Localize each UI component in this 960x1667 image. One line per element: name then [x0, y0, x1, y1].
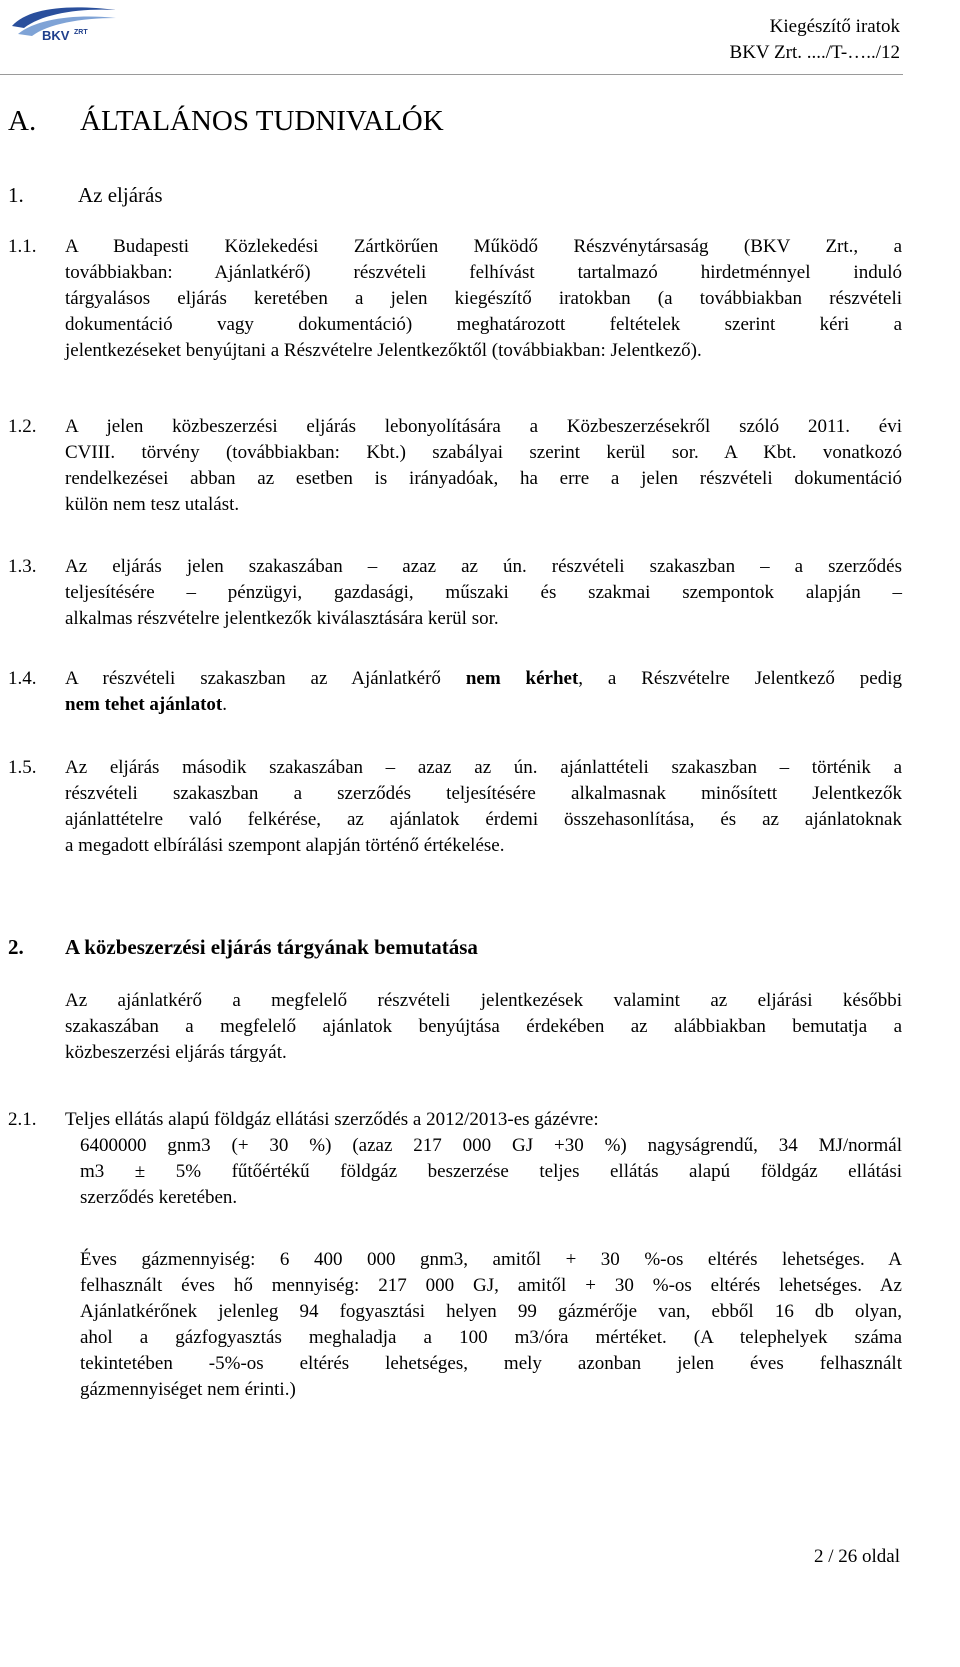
svg-text:ZRT: ZRT — [74, 29, 88, 36]
section-1-number: 1. — [8, 183, 24, 207]
section-1-heading — [8, 182, 163, 208]
text-line — [65, 692, 902, 718]
text-line: ajánlattételre való felkérése, az ajánlatok érdemi összehasonlítása, és az ajánlatoknak — [65, 809, 902, 830]
section-2-number: 2. — [8, 935, 24, 959]
doc-type: Kiegészítő iratok — [769, 16, 900, 37]
paragraph-1-4 — [8, 666, 902, 718]
text-line: szerződés keretében. — [80, 1187, 238, 1208]
paragraph-1-1 — [8, 234, 902, 364]
bkv-logo-icon — [8, 4, 120, 46]
text-line: részvételi szakaszban a szerződés teljesítésére alkalmasnak minősített Jelentkezők — [65, 783, 902, 804]
paragraph-number: 1.3. — [8, 556, 37, 577]
section-1-title: Az eljárás — [78, 183, 163, 207]
text-line: m3 ± 5% fűtőértékű földgáz beszerzése teljes ellátás alapú földgáz ellátási — [80, 1161, 902, 1182]
text-line: A Budapesti Közlekedési Zártkörűen Működő Részvénytársaság (BKV Zrt., a — [65, 236, 902, 257]
paragraph-1-2 — [8, 414, 902, 518]
text-line: felhasznált éves hő mennyiség: 217 000 GJ, amitől + 30 %-os eltérés lehetséges. Az — [80, 1275, 902, 1296]
page-number: 2 / 26 oldal — [813, 1546, 900, 1567]
text-run: A részvételi szakaszban az Ajánlatkérő — [65, 668, 466, 689]
text-line: továbbiakban: Ajánlatkérő) részvételi felhívást tartalmazó hirdetménnyel induló — [65, 262, 902, 283]
section-2-intro — [8, 988, 902, 1066]
doc-reference: BKV Zrt. ..../T-…../12 — [729, 42, 900, 63]
text-line: 6400000 gnm3 (+ 30 %) (azaz 217 000 GJ +30 %) nagyságrendű, 34 MJ/normál — [80, 1135, 902, 1156]
section-a-title: ÁLTALÁNOS TUDNIVALÓK — [80, 105, 444, 137]
paragraph-1-3 — [8, 554, 902, 632]
paragraph-2-1-details — [80, 1133, 902, 1211]
text-line: Az eljárás második szakaszában – azaz az ún. ajánlattételi szakaszban – történik a — [65, 757, 902, 778]
text-line: A jelen közbeszerzési eljárás lebonyolítására a Közbeszerzésekről szóló 2011. évi — [65, 416, 902, 437]
text-line: külön nem tesz utalást. — [65, 494, 240, 515]
paragraph-number: 1.5. — [8, 757, 37, 778]
text-line: közbeszerzési eljárás tárgyát. — [65, 1042, 287, 1063]
text-line: gázmennyiséget nem érinti.) — [80, 1379, 296, 1400]
text-run: , a Részvételre Jelentkező pedig — [578, 668, 902, 689]
section-2-heading — [8, 934, 478, 960]
bold-text: nem kérhet — [465, 668, 579, 689]
text-run: . — [222, 694, 227, 715]
text-line: CVIII. törvény (továbbiakban: Kbt.) szabályai szerint kerül sor. A Kbt. vonatkozó — [65, 442, 902, 463]
section-2-title: A közbeszerzési eljárás tárgyának bemutatása — [65, 935, 478, 959]
header-divider — [0, 74, 903, 75]
section-a-heading — [8, 104, 444, 138]
paragraph-2-1 — [8, 1107, 902, 1133]
text-line: Az eljárás jelen szakaszában – azaz az ún. részvételi szakaszban – a szerződés — [65, 556, 902, 577]
text-line: Ajánlatkérőnek jelenleg 94 fogyasztási helyen 99 gázmérője van, ebből 16 db olyan, — [80, 1301, 902, 1322]
bkv-logo — [8, 4, 120, 46]
text-line: tárgyalásos eljárás keretében a jelen kiegészítő iratokban (a továbbiakban részvételi — [65, 288, 902, 309]
text-line: szakaszában a megfelelő ajánlatok benyújtása érdekében az alábbiakban bemutatja a — [65, 1016, 902, 1037]
paragraph-title: Teljes ellátás alapú földgáz ellátási szerződés a 2012/2013-es gázévre: — [65, 1109, 599, 1130]
paragraph-number: 1.4. — [8, 668, 37, 689]
text-line: tekintetében -5%-os eltérés lehetséges, mely azonban jelen éves felhasznált — [80, 1353, 902, 1374]
bold-text: nem tehet ajánlatot — [65, 694, 223, 715]
text-line: Az ajánlatkérő a megfelelő részvételi jelentkezések valamint az eljárási későbbi — [65, 990, 902, 1011]
text-line: ahol a gázfogyasztás meghaladja a 100 m3/óra mértéket. (A telephelyek száma — [80, 1327, 902, 1348]
paragraph-number: 1.2. — [8, 416, 37, 437]
section-a-number: A. — [8, 105, 37, 137]
text-line: alkalmas részvételre jelentkezők kiválasztására kerül sor. — [65, 608, 499, 629]
paragraph-1-5 — [8, 755, 902, 859]
text-line — [65, 666, 902, 692]
text-line: rendelkezései abban az esetben is irányadóak, ha erre a jelen részvételi dokumentáció — [65, 468, 902, 489]
paragraph-number: 2.1. — [8, 1109, 37, 1130]
text-line: dokumentáció vagy dokumentáció) meghatározott feltételek szerint kéri a — [65, 314, 902, 335]
text-line: a megadott elbírálási szempont alapján történő értékelése. — [65, 835, 505, 856]
paragraph-number: 1.1. — [8, 236, 37, 257]
paragraph-2-1-volumes — [80, 1247, 902, 1403]
text-line: teljesítésére – pénzügyi, gazdasági, műszaki és szakmai szempontok alapján – — [65, 582, 902, 603]
text-line: Éves gázmennyiség: 6 400 000 gnm3, amitől + 30 %-os eltérés lehetséges. A — [80, 1249, 902, 1270]
svg-text:BKV: BKV — [42, 28, 70, 43]
text-line: jelentkezéseket benyújtani a Részvételre Jelentkezőktől (továbbiakban: Jelentkező). — [65, 340, 702, 361]
header-right — [730, 14, 900, 66]
